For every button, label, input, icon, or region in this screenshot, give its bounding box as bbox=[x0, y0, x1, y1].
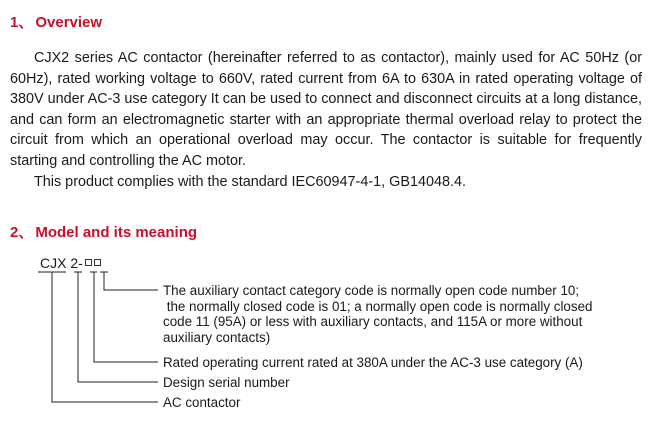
model-serial: 2- bbox=[70, 255, 83, 271]
rated-current-description: Rated operating current rated at 380A under the AC-3 use category (A) bbox=[163, 355, 583, 370]
desc-line: The auxiliary contact category code is normally open code number 10; bbox=[163, 283, 580, 298]
desc-line: auxiliary contacts) bbox=[163, 329, 271, 345]
desc-line: the normally closed code is 01; a normally open code is normally closed bbox=[163, 298, 593, 314]
design-serial-description: Design serial number bbox=[163, 375, 290, 390]
overview-paragraph: CJX2 series AC contactor (hereinafter referred to as contactor), mainly used for AC 50Hz (or 60Hz), rated working voltage to 660V, rated current from 6A to 630A in rated operating voltage of 380V under AC-3 use category It can be used to connect and disconnect circuits at a long distance, and can form an electromagnetic starter with an appropriate thermal overload relay to protect the circuit from which an operational overload may occur. The contactor is suitable for frequently starting and controlling the AC motor. bbox=[10, 50, 642, 169]
serial-leader bbox=[78, 272, 158, 382]
standards-paragraph: This product complies with the standard IEC60947-4-1, GB14048.4. bbox=[34, 173, 466, 190]
section-number: 1、 bbox=[10, 14, 34, 31]
section-title: Overview bbox=[35, 14, 103, 31]
section-number: 2、 bbox=[10, 224, 34, 241]
section-title: Model and its meaning bbox=[35, 224, 198, 241]
ac-contactor-description: AC contactor bbox=[163, 395, 241, 410]
desc-line: code 11 (95A) or less with auxiliary contacts, and 115A or more without bbox=[163, 314, 583, 329]
auxiliary-leader bbox=[104, 272, 158, 290]
model-prefix: CJX bbox=[40, 255, 67, 271]
auxiliary-description bbox=[163, 283, 592, 345]
